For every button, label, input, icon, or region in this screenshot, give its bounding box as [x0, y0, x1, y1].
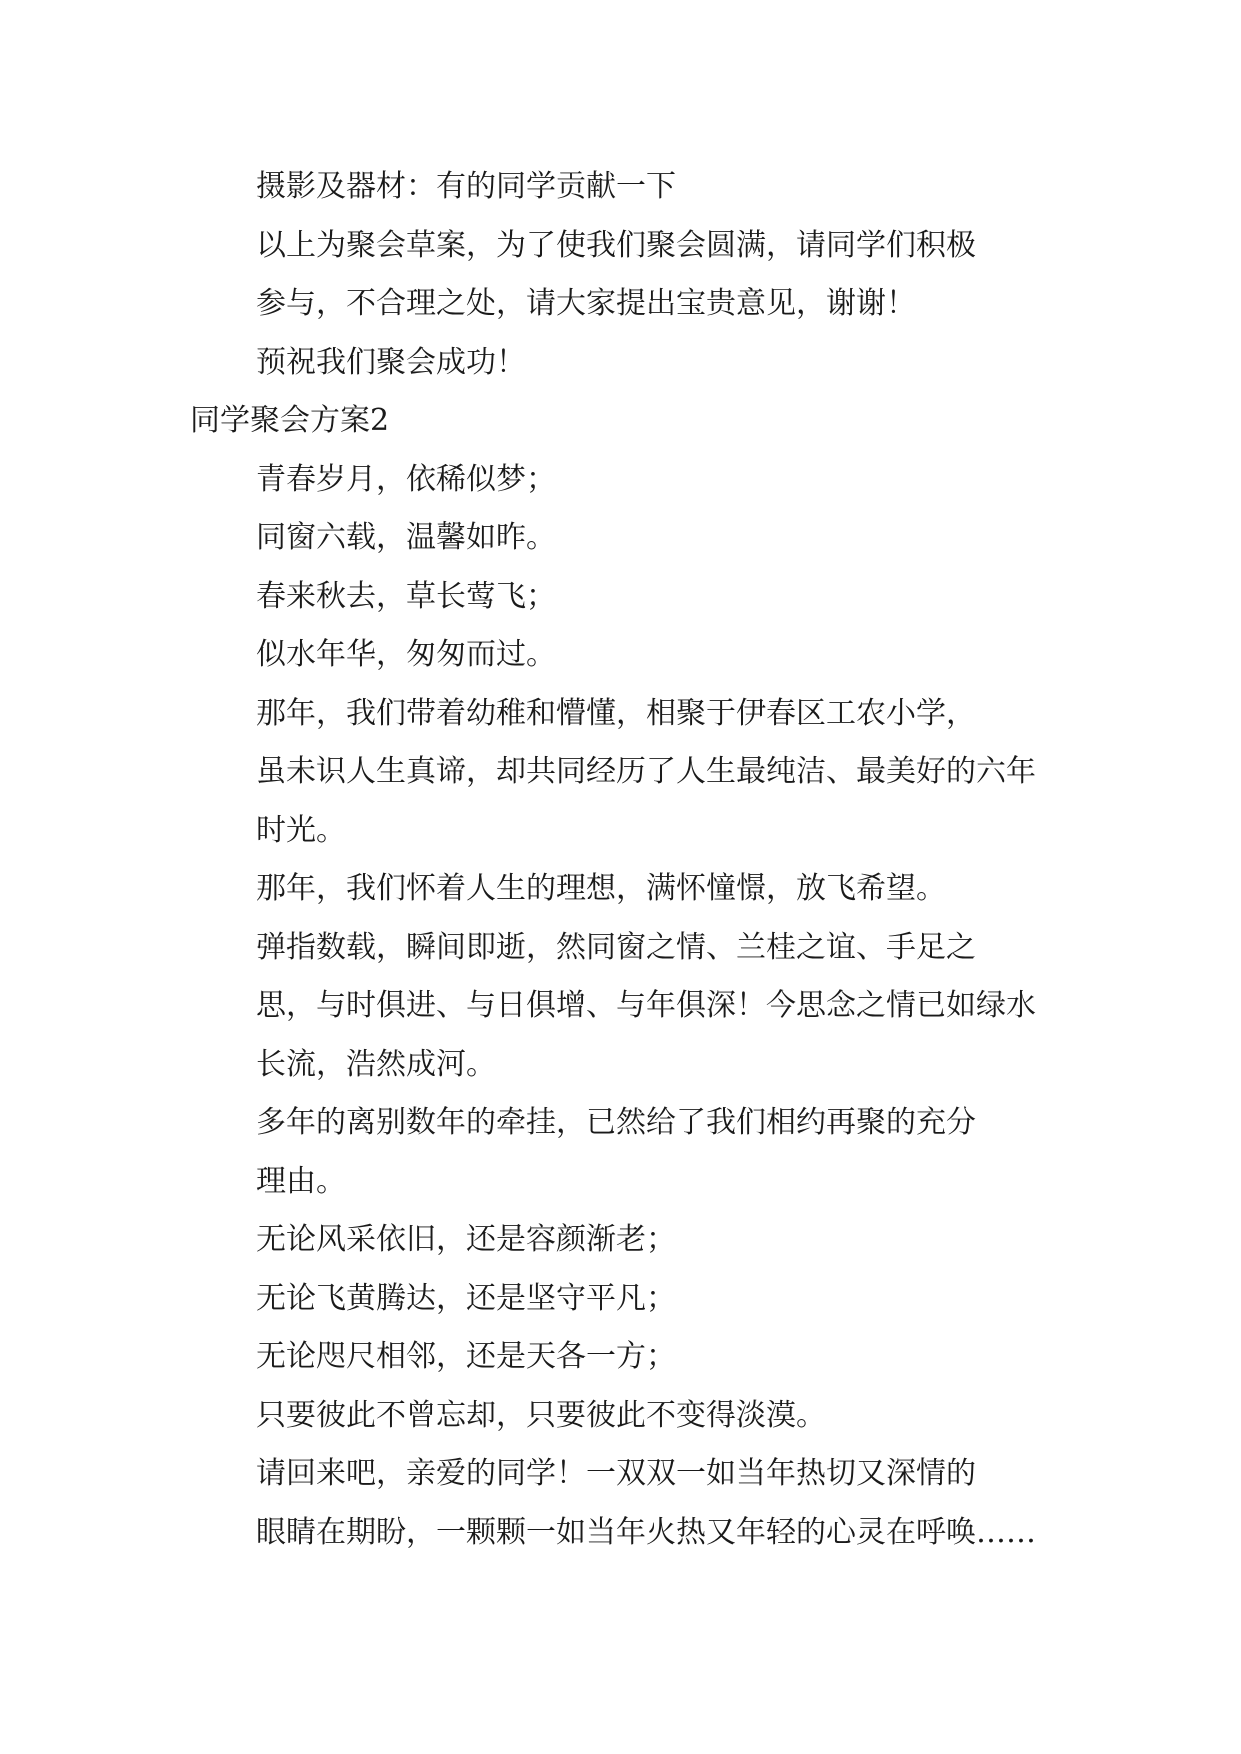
- document-body: [190, 158, 1070, 1562]
- text-line: 无论咫尺相邻，还是天各一方；: [256, 1339, 676, 1374]
- text-line: 虽未识人生真谛，却共同经历了人生最纯洁、最美好的六年: [256, 754, 1036, 789]
- text-line: 以上为聚会草案，为了使我们聚会圆满，请同学们积极: [256, 227, 976, 263]
- text-line: 无论风采依旧，还是容颜渐老；: [256, 1222, 676, 1257]
- text-line: 多年的离别数年的牵挂，已然给了我们相约再聚的充分: [256, 1105, 976, 1140]
- text-line: 那年，我们带着幼稚和懵懂，相聚于伊春区工农小学，: [256, 695, 976, 731]
- text-line: 时光。: [256, 812, 346, 848]
- text-line: 摄影及器材：有的同学贡献一下: [256, 169, 676, 204]
- section-heading: [190, 392, 1070, 451]
- text-line: 请回来吧，亲爱的同学！一双双一如当年热切又深情的: [256, 1456, 976, 1491]
- paragraph: [190, 217, 1070, 334]
- paragraph: [190, 509, 1070, 568]
- text-line: 无论飞黄腾达，还是坚守平凡；: [256, 1280, 676, 1316]
- paragraph: [190, 1328, 1070, 1387]
- text-line: 同窗六载，温馨如昨。: [256, 520, 556, 555]
- paragraph: [190, 1270, 1070, 1329]
- text-line: 只要彼此不曾忘却，只要彼此不变得淡漠。: [256, 1397, 826, 1433]
- text-line: 参与，不合理之处，请大家提出宝贵意见，谢谢！: [256, 286, 916, 321]
- text-line: 似水年华，匆匆而过。: [256, 637, 556, 672]
- paragraph: [190, 685, 1070, 861]
- text-line: 长流，浩然成河。: [256, 1046, 496, 1082]
- paragraph: [190, 860, 1070, 919]
- paragraph: [190, 626, 1070, 685]
- paragraph: [190, 1387, 1070, 1446]
- text-line: 思，与时俱进、与日俱增、与年俱深！今思念之情已如绿水: [256, 988, 1036, 1023]
- paragraph: [190, 334, 1070, 393]
- text-line: 理由。: [256, 1163, 346, 1199]
- text-line: 那年，我们怀着人生的理想，满怀憧憬，放飞希望。: [256, 871, 946, 906]
- text-line: 预祝我们聚会成功！: [256, 344, 526, 380]
- text-line: 弹指数载，瞬间即逝，然同窗之情、兰桂之谊、手足之: [256, 929, 976, 965]
- text-line: 眼睛在期盼，一颗颗一如当年火热又年轻的心灵在呼唤……: [256, 1514, 1036, 1550]
- text-line: 春来秋去，草长莺飞；: [256, 578, 556, 614]
- paragraph: [190, 919, 1070, 1095]
- text-line: 青春岁月，依稀似梦；: [256, 461, 556, 497]
- paragraph: [190, 158, 1070, 217]
- paragraph: [190, 1445, 1070, 1562]
- text-line: 同学聚会方案2: [190, 403, 390, 438]
- paragraph: [190, 1211, 1070, 1270]
- paragraph: [190, 1094, 1070, 1211]
- paragraph: [190, 451, 1070, 510]
- paragraph: [190, 568, 1070, 627]
